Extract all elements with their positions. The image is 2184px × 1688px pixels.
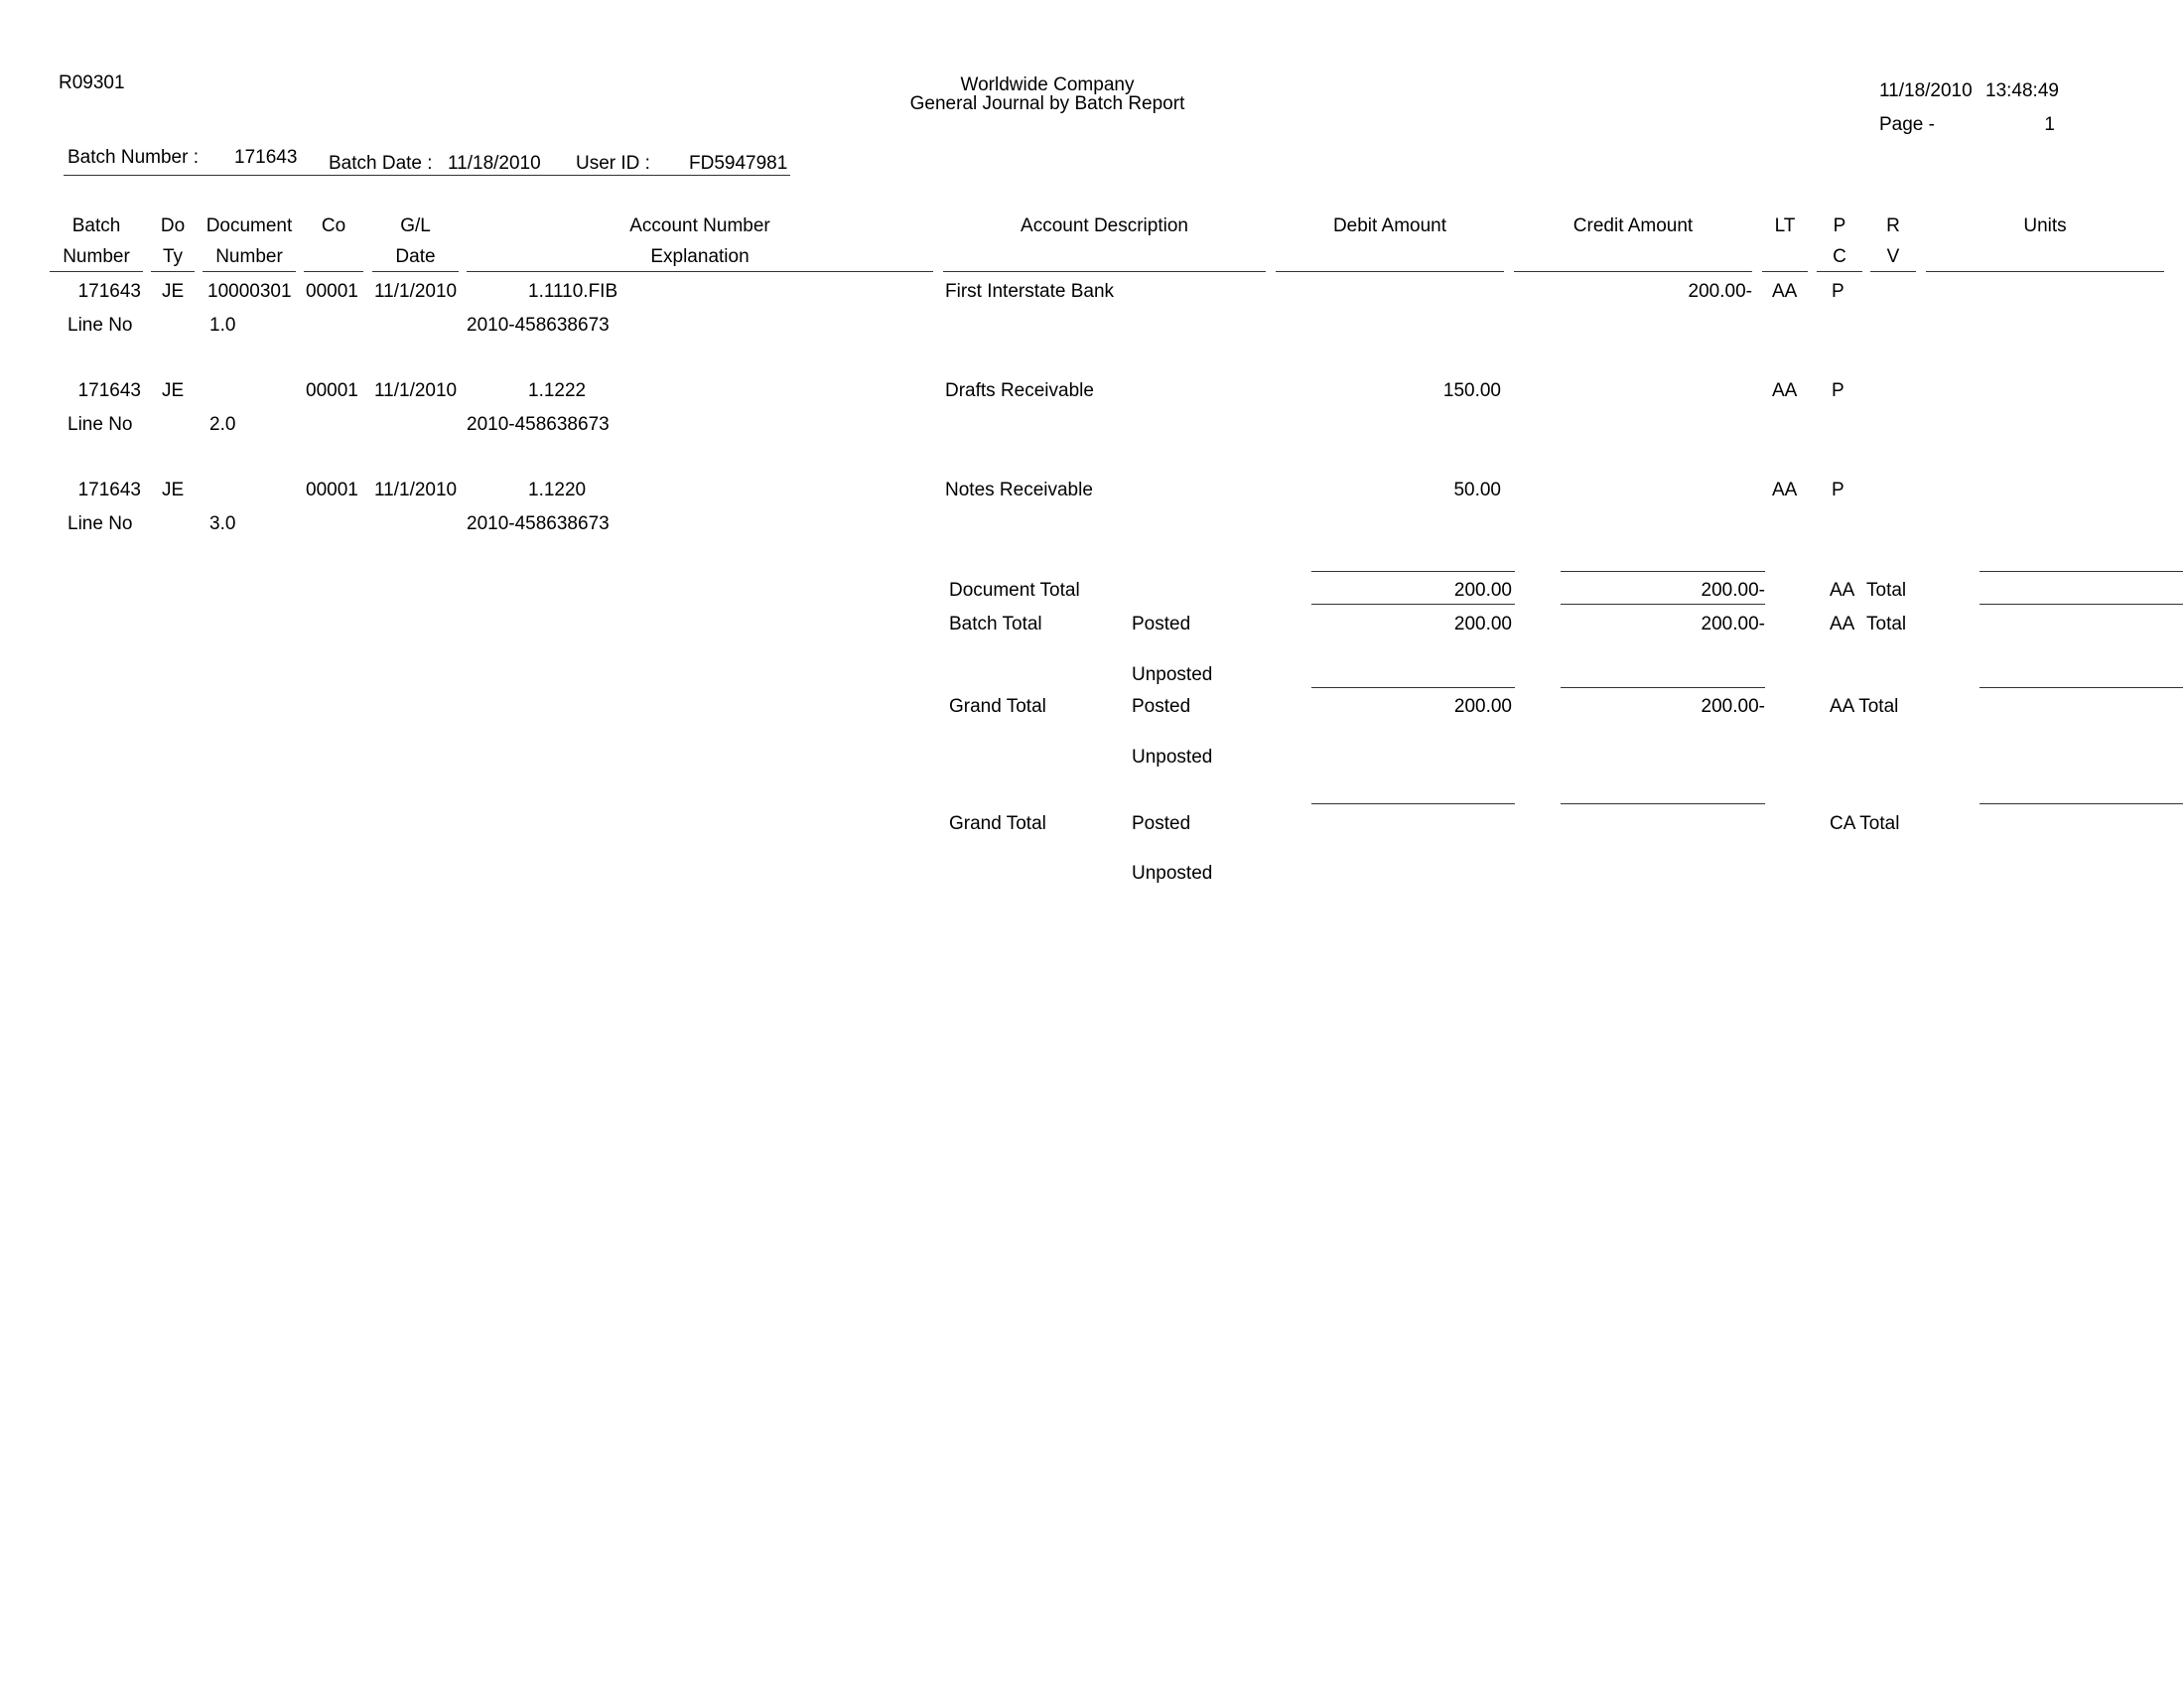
- entry-lt: AA: [1772, 380, 1798, 401]
- total-rule: [1979, 687, 2183, 688]
- col-p: P: [1833, 215, 1846, 236]
- total-rule: [1561, 803, 1765, 804]
- entry-doc-type: JE: [162, 380, 185, 401]
- total-rule: [1561, 571, 1765, 572]
- col-units: Units: [2023, 215, 2067, 236]
- entry-gl-date: 11/1/2010: [374, 380, 458, 401]
- report-title: General Journal by Batch Report: [909, 93, 1185, 114]
- grand-total-aa-debit: 200.00: [1453, 696, 1512, 717]
- total-rule: [1311, 571, 1515, 572]
- page-label: Page -: [1879, 114, 1935, 135]
- batch-number-label: Batch Number :: [68, 147, 199, 168]
- document-total-debit: 200.00: [1453, 580, 1512, 601]
- total-rule: [1561, 687, 1765, 688]
- grand-total-ca-lt-label: CA Total: [1830, 813, 1900, 834]
- col-credit-amount: Credit Amount: [1572, 215, 1694, 236]
- col-document: Document: [205, 215, 293, 236]
- total-rule: [1979, 803, 2183, 804]
- col-document-number: Number: [215, 246, 283, 267]
- grand-total-aa-lt-label: AA Total: [1830, 696, 1899, 717]
- col-do: Do: [160, 215, 186, 236]
- col-explanation: Explanation: [650, 246, 750, 267]
- entry-line-label: Line No: [68, 414, 133, 435]
- company-name: Worldwide Company: [960, 74, 1135, 95]
- batch-total-posted: Posted: [1132, 614, 1191, 634]
- total-rule: [1311, 604, 1515, 605]
- batch-number-value: 171643: [234, 147, 298, 168]
- entry-gl-date: 11/1/2010: [374, 480, 458, 500]
- entry-debit: 150.00: [1442, 380, 1501, 401]
- batch-total-lt: AA: [1830, 614, 1855, 634]
- document-total-lt: AA: [1830, 580, 1855, 601]
- entry-doc-type: JE: [162, 281, 185, 302]
- grand-total-ca-posted: Posted: [1132, 813, 1191, 834]
- grand-total-aa-unposted: Unposted: [1132, 747, 1213, 768]
- entry-credit: 200.00-: [1688, 281, 1752, 302]
- entry-line-label: Line No: [68, 513, 133, 534]
- entry-lt: AA: [1772, 281, 1798, 302]
- report-date: 11/18/2010: [1879, 80, 1973, 101]
- entry-doc-number: 10000301: [207, 281, 292, 302]
- entry-explanation: 2010-458638673: [467, 414, 610, 435]
- user-id-value: FD5947981: [689, 153, 788, 174]
- entry-doc-type: JE: [162, 480, 185, 500]
- total-rule: [1311, 803, 1515, 804]
- entry-line-no: 1.0: [209, 315, 236, 336]
- grand-total-aa-credit: 200.00-: [1701, 696, 1765, 717]
- entry-pc: P: [1832, 281, 1844, 302]
- entry-co: 00001: [306, 380, 358, 401]
- entry-explanation: 2010-458638673: [467, 513, 610, 534]
- batch-date-value: 11/18/2010: [448, 153, 541, 174]
- entry-debit: 50.00: [1453, 480, 1501, 500]
- entry-account: 1.1220: [528, 480, 587, 500]
- entry-account: 1.1110.FIB: [528, 281, 618, 302]
- page-number: 1: [2044, 114, 2055, 135]
- entry-line-label: Line No: [68, 315, 133, 336]
- total-rule: [1311, 687, 1515, 688]
- entry-batch: 171643: [77, 480, 141, 500]
- entry-pc: P: [1832, 480, 1844, 500]
- grand-total-ca-unposted: Unposted: [1132, 863, 1213, 884]
- col-c: C: [1833, 246, 1846, 267]
- entry-co: 00001: [306, 281, 358, 302]
- entry-gl-date: 11/1/2010: [374, 281, 458, 302]
- col-lt: LT: [1774, 215, 1796, 236]
- entry-description: First Interstate Bank: [945, 281, 1115, 302]
- col-account-description: Account Description: [1021, 215, 1188, 236]
- document-total-credit: 200.00-: [1701, 580, 1765, 601]
- entry-line-no: 2.0: [209, 414, 236, 435]
- entry-pc: P: [1832, 380, 1844, 401]
- entry-batch: 171643: [77, 380, 141, 401]
- col-co: Co: [321, 215, 346, 236]
- col-account-number: Account Number: [629, 215, 770, 236]
- total-rule: [1979, 604, 2183, 605]
- document-total-label: Document Total: [949, 580, 1080, 601]
- batch-total-credit: 200.00-: [1701, 614, 1765, 634]
- batch-header-rule: [64, 175, 790, 176]
- entry-lt: AA: [1772, 480, 1798, 500]
- col-ty: Ty: [162, 246, 184, 267]
- grand-total-aa-label: Grand Total: [949, 696, 1046, 717]
- report-time: 13:48:49: [1985, 80, 2059, 101]
- col-gl: G/L: [400, 215, 431, 236]
- user-id-label: User ID :: [576, 153, 650, 174]
- grand-total-ca-label: Grand Total: [949, 813, 1046, 834]
- col-batch: Batch: [71, 215, 121, 236]
- batch-date-label: Batch Date :: [329, 153, 433, 174]
- entry-description: Drafts Receivable: [945, 380, 1094, 401]
- entry-co: 00001: [306, 480, 358, 500]
- entry-description: Notes Receivable: [945, 480, 1093, 500]
- col-gl-date: Date: [395, 246, 436, 267]
- entry-explanation: 2010-458638673: [467, 315, 610, 336]
- batch-total-lt-label: Total: [1866, 614, 1907, 634]
- col-v: V: [1886, 246, 1900, 267]
- batch-total-debit: 200.00: [1453, 614, 1512, 634]
- entry-batch: 171643: [77, 281, 141, 302]
- report-id: R09301: [59, 72, 125, 93]
- entry-line-no: 3.0: [209, 513, 236, 534]
- col-debit-amount: Debit Amount: [1332, 215, 1447, 236]
- document-total-lt-label: Total: [1866, 580, 1907, 601]
- total-rule: [1979, 571, 2183, 572]
- entry-account: 1.1222: [528, 380, 587, 401]
- grand-total-aa-posted: Posted: [1132, 696, 1191, 717]
- batch-total-label: Batch Total: [949, 614, 1042, 634]
- col-batch-number: Number: [63, 246, 130, 267]
- total-rule: [1561, 604, 1765, 605]
- col-r: R: [1886, 215, 1900, 236]
- batch-total-unposted: Unposted: [1132, 664, 1213, 685]
